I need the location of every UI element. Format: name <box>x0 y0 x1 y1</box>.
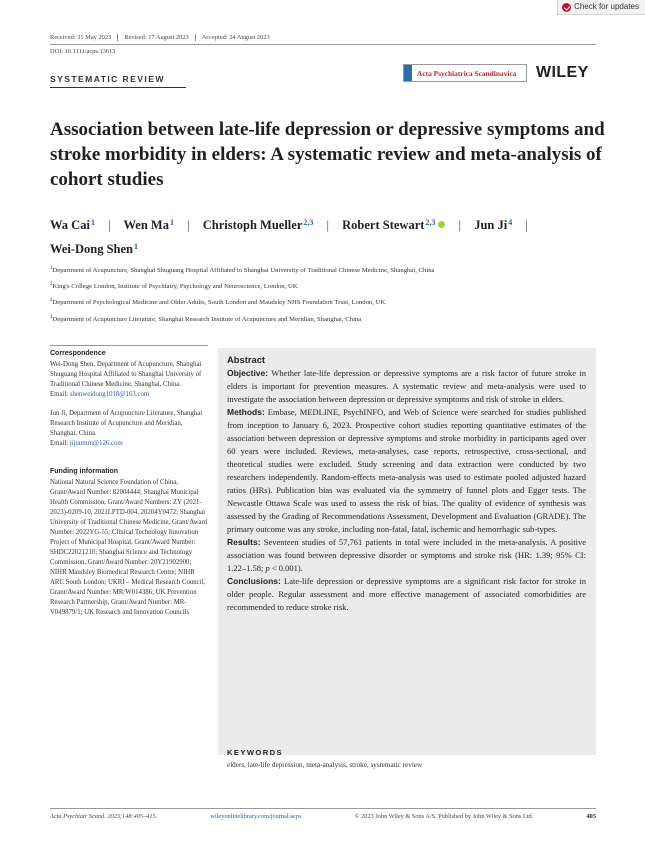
accepted-date: Accepted: 24 August 2023 <box>201 34 270 41</box>
journal-logo <box>403 64 527 82</box>
sidebar <box>50 349 208 618</box>
abstract-heading: Abstract <box>227 354 266 365</box>
affiliation: $^3$Department of Psychological Medicine and Older Adults, South London and Maudsley NHS Foundation Trust, London, UK <box>50 298 386 307</box>
keywords-text: elders, late-life depression, meta-analysis, stroke, systematic review <box>227 761 423 769</box>
footer-copyright: © 2023 John Wiley & Sons A/S. Published by John Wiley & Sons Ltd. <box>354 813 534 820</box>
author-name: Wen Ma <box>123 218 169 232</box>
page-number: 405 <box>586 813 596 820</box>
journal-logo-bar <box>404 65 412 81</box>
abstract-results: Results: Seventeen studies of 57,761 patients in total were included in the meta-analysis. A positive association was found between depressive disorder or symptoms and stroke risk (HR: 1.39; 95% CI: 1.22–1.58; p < 0.001). <box>227 537 586 573</box>
sidebar-divider <box>50 345 208 346</box>
affiliation: $^2$King's College London, Institute of Psychiatry, Psychology and Neuroscience, London, UK <box>50 282 298 291</box>
affiliation: $^1$Department of Acupuncture, Shanghai Shuguang Hospital Affiliated to Shanghai University of Traditional Chinese Medicine, Shanghai, China <box>50 266 435 275</box>
affiliation: $^4$Department of Acupuncture Literature, Shanghai Research Institute of Acupuncture and Meridian, Shanghai, China <box>50 314 362 323</box>
revised-date: Revised: 17 August 2023 <box>124 34 195 41</box>
author-affil-ref[interactable]: 2,3 <box>303 218 314 227</box>
author-name: Wa Cai <box>50 218 90 232</box>
abstract-objective: Objective: Whether late-life depression or depressive symptoms are a risk factor of future stroke in elders is important for prevention measures. A systematic review and meta-analysis were used to investigate the association between depression or depressive symptoms and risk of stroke in elders. <box>227 368 586 404</box>
check-updates-label: Check for updates <box>574 2 639 11</box>
correspondence-email-line: Email: jijunmm@126.com <box>50 440 123 447</box>
author-affil-ref[interactable]: 1 <box>169 218 174 227</box>
journal-name: Acta Psychiatrica Scandinavica <box>417 68 517 78</box>
author-affil-ref[interactable]: 4 <box>508 218 513 227</box>
abstract-methods: Methods: Embase, MEDLINE, PsychINFO, and Web of Science were searched for studies published from inception to January 6, 2023. Prospective cohort studies reporting quantitative estimates of the association between depression or depressive symptoms and stroke morbidity in participants aged over 60 years were included. Reviews, meta-analyses, case reports, retrospective, cross-sectional, and theoretical studies were excluded. Study screening and data extraction were conducted by two researchers independently. Random-effects meta-analysis was used to estimate pooled adjusted hazard ratios (HRs). Publication bias was evaluated via the symmetry of funnel plots and Egger tests. The Newcastle Ottawa Scale was used to assess the risk of bias. The quality of evidence of synthesis was assessed by the Grading of Recommendations Assessment, Development and Evaluation (GRADE). The primary outcome was any stroke, including non-fatal, fatal, ischemic and hemorrhagic sub-types. <box>227 407 586 534</box>
email-link[interactable]: shenweidong1018@163.com <box>69 391 150 398</box>
author-name: Christoph Mueller <box>202 218 303 232</box>
correspondence-contact: Wei-Dong Shen, Department of Acupuncture, Shanghai Shuguang Hospital Affiliated to Shanghai University of Traditional Chinese Medicine, Shanghai, China. <box>50 361 202 388</box>
header-divider <box>50 44 596 45</box>
doi: DOI: 10.1111/acps.13613 <box>50 48 116 55</box>
page-footer <box>50 813 596 820</box>
author-name: Jun Ji <box>474 218 508 232</box>
author-list: Wa Cai$^1$ | Wen Ma$^1$ | Christoph Mueller$^{2,3}$ | Robert Stewart$^{2,3}$ | Jun Ji$^4$ | Wei-Dong Shen$^1$ <box>50 218 528 256</box>
publisher-logo: WILEY <box>536 64 589 81</box>
author-affil-ref[interactable]: 2,3 <box>425 218 436 227</box>
received-date: Received: 31 May 2023 <box>50 34 118 41</box>
correspondence-contact: Jun Ji, Department of Acupuncture Literature, Shanghai Research Institute of Acupuncture and Meridian, Shanghai, China. <box>50 410 203 437</box>
footer-divider <box>50 808 596 809</box>
orcid-icon[interactable] <box>438 221 445 228</box>
keywords <box>227 748 597 769</box>
section-underline <box>50 87 186 88</box>
correspondence-heading: Correspondence <box>50 350 106 357</box>
abstract-box <box>218 348 596 755</box>
funding-heading: Funding information <box>50 468 119 475</box>
check-updates-icon <box>562 3 571 12</box>
check-for-updates-button[interactable] <box>557 0 645 15</box>
correspondence-email-line: Email: shenweidong1018@163.com <box>50 391 150 398</box>
author-affil-ref[interactable]: 1 <box>90 218 95 227</box>
author-affil-ref[interactable]: 1 <box>134 242 139 251</box>
author-name: Wei-Dong Shen <box>50 242 134 256</box>
footer-citation: Acta Psychiatr Scand. 2023;148:405–415. <box>50 813 158 820</box>
article-title: Association between late-life depression or depressive symptoms and stroke morbidity in elders: A systematic review and meta-analysis of cohort studies <box>50 119 605 190</box>
keywords-heading: KEYWORDS <box>227 748 283 757</box>
abstract-conclusions: Conclusions: Late-life depression or depressive symptoms are a significant risk factor for stroke in older people. Regular assessment and more effective management of associated comorbidities are recommended to reduce stroke risk. <box>227 576 586 612</box>
article-dates <box>50 34 282 41</box>
section-label: SYSTEMATIC REVIEW <box>50 74 165 84</box>
affiliations <box>50 262 610 327</box>
author-name: Robert Stewart <box>342 218 425 232</box>
email-link[interactable]: jijunmm@126.com <box>69 440 123 447</box>
funding-text: National Natural Science Foundation of China, Grant/Award Number: 82004444; Shanghai Municipal Health Commission, Grant/Award Numbers: ZY (2021-2023)-0209-10, 2021LPTD-004, 20204Y0472; Shanghai University of Traditional Chinese Medicine, Grant/Award Number: 2022YG-55; Clinical Technology Innovation Project of Municipal Hospital, Grant/Award Number: SHDC22021210; Shanghai Science and Technology Commission, Grant/Award Number: 20Y21902900; NIHR Maudsley Biomedical Research Centre; NIHR ARC South London; UKRI – Medical Research Council, Grant/Award Number: MR/W014386; UK Prevention Research Partnership, Grant/Award Number: MR-V049879/1; UK Research and Innovation Councils <box>50 479 208 616</box>
journal-url-link[interactable]: wileyonlinelibrary.com/journal/acps <box>210 813 302 820</box>
